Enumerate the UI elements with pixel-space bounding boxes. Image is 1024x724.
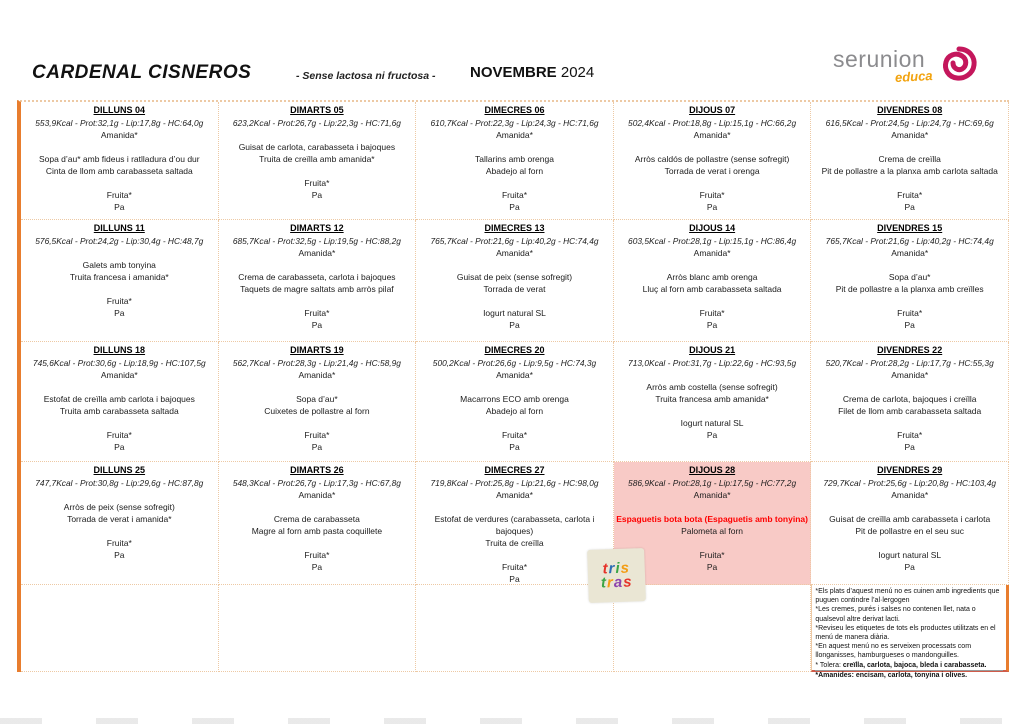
note-line: *En aquest menú no es serveixen processats com llonganisses, hamburgueses o mandonguilles. (815, 643, 972, 660)
allergen-notes (811, 585, 1009, 679)
menu-line (23, 283, 216, 295)
menu-day-cell (416, 342, 614, 462)
menu-line: Pa (706, 562, 718, 572)
menu-line: Amanida* (298, 248, 336, 258)
menu-line: Fruita* (106, 296, 132, 306)
menu-line: Arròs caldós de pollastre (sense sofregit) (634, 154, 790, 164)
menu-line (418, 177, 611, 189)
menu-day-cell (416, 220, 614, 342)
menu-line: Estofat de verdures (carabasseta, carlota i bajoques) (434, 514, 595, 536)
menu-line: Pa (509, 202, 520, 212)
menu-day-cell (614, 220, 812, 342)
menu-line: Iogurt natural SL (680, 418, 744, 428)
menu-line: Fruita* (699, 550, 725, 560)
day-header: DIJOUS 21 (689, 345, 736, 355)
menu-table (17, 100, 1009, 679)
menu-line: Pa (114, 442, 125, 452)
menu-line: Iogurt natural SL (878, 550, 942, 560)
menu-line: Crema de creïlla (878, 154, 941, 164)
menu-line (23, 525, 216, 537)
nutrition-line: 610,7Kcal - Prot:22,3g - Lip:24,3g - HC:71,6g (430, 118, 599, 128)
menu-line: Pa (311, 320, 323, 330)
menu-line: Sopa d’au* amb fideus i ratlladura d’ou dur (38, 154, 200, 164)
empty-cell (21, 585, 219, 672)
nutrition-line: 623,2Kcal - Prot:26,7g - Lip:22,3g - HC:71,6g (232, 118, 401, 128)
menu-line: Pa (706, 320, 718, 330)
menu-line (221, 165, 414, 177)
menu-line: Amanida* (693, 490, 731, 500)
day-header: DILLUNS 04 (93, 105, 146, 115)
menu-day-cell (811, 220, 1009, 342)
menu-line: Fruita* (699, 190, 725, 200)
menu-line (221, 501, 414, 513)
menu-line: Pit de pollastre a la planxa amb creïlles (835, 284, 984, 294)
menu-line: Amanida* (891, 130, 929, 140)
menu-line: Truita francesa amb amanida* (655, 394, 769, 404)
stamp-word: tris (602, 559, 631, 577)
stamp-word: tras (600, 572, 633, 592)
menu-line: Fruita* (304, 178, 330, 188)
menu-line: Iogurt natural SL (483, 308, 546, 318)
menu-line: Pa (509, 442, 520, 452)
nutrition-line: 616,5Kcal - Prot:24,5g - Lip:24,7g - HC:69,6g (825, 118, 994, 128)
menu-line (23, 381, 216, 393)
nutrition-line: 502,4Kcal - Prot:18,8g - Lip:15,1g - HC:66,2g (628, 118, 797, 128)
menu-line (418, 381, 611, 393)
menu-line (616, 501, 809, 513)
nutrition-line: 729,7Kcal - Prot:25,6g - Lip:20,8g - HC:103,4g (823, 478, 997, 488)
menu-line: Fruita* (897, 190, 923, 200)
nutrition-line: 586,9Kcal - Prot:28,1g - Lip:17,5g - HC:77,2g (628, 478, 797, 488)
nutrition-line: 500,2Kcal - Prot:26,6g - Lip:9,5g - HC:74,3g (432, 358, 597, 368)
nutrition-line: 520,7Kcal - Prot:28,2g - Lip:17,7g - HC:55,3g (825, 358, 994, 368)
menu-line: Pit de pollastre en el seu suc (855, 526, 965, 536)
menu-line: Tallarins amb orenga (475, 154, 554, 164)
menu-line (221, 129, 414, 141)
day-header: DIMECRES 27 (484, 465, 545, 475)
menu-line: Amanida* (298, 370, 336, 380)
day-header: DIJOUS 07 (689, 105, 736, 115)
menu-line (616, 369, 809, 381)
menu-line: Truita amb carabasseta saltada (59, 406, 179, 416)
menu-line: Sopa d’au* (888, 272, 931, 282)
menu-line: Truita de creïlla (485, 538, 544, 548)
day-header: DIVENDRES 22 (877, 345, 943, 355)
menu-line: Crema de carabasseta (273, 514, 360, 524)
nutrition-line: 747,7Kcal - Prot:30,8g - Lip:29,6g - HC:87,8g (35, 478, 204, 488)
menu-line: Sopa d’au* (296, 394, 338, 404)
menu-line: Crema de carabasseta, carlota i bajoques (238, 272, 396, 282)
menu-line: Amanida* (891, 248, 929, 258)
note-line: *Els plats d’aquest menú no es cuinen amb ingredients que puguen contindre l’al·lergogen (815, 588, 1000, 605)
day-header: DIMECRES 20 (484, 345, 545, 355)
menu-line (221, 537, 414, 549)
menu-line: Pa (509, 320, 520, 330)
menu-day-cell (21, 102, 219, 220)
note-line: * Tolera: creïlla, carlota, bajoca, bleda i carabasseta. (815, 661, 987, 669)
nutrition-line: 603,5Kcal - Prot:28,1g - Lip:15,1g - HC:86,4g (628, 236, 797, 246)
nutrition-line: 713,0Kcal - Prot:31,7g - Lip:22,6g - HC:93,5g (628, 358, 797, 368)
menu-day-cell (219, 342, 417, 462)
menu-line: Truita francesa i amanida* (69, 272, 169, 282)
menu-line: Fruita* (501, 190, 528, 200)
menu-line (221, 417, 414, 429)
menu-line: Amanida* (496, 248, 533, 258)
menu-line: Amanida* (496, 490, 533, 500)
menu-day-cell (21, 220, 219, 342)
nutrition-line: 576,5Kcal - Prot:24,2g - Lip:30,4g - HC:48,7g (35, 236, 204, 246)
menu-line (23, 141, 216, 153)
menu-line: Fruita* (501, 430, 528, 440)
menu-line (813, 177, 1006, 189)
menu-line: Truita de creïlla amb amanida* (259, 154, 375, 164)
note-line: *Les cremes, purés i salses no contenen llet, nata o qualsevol altre derivat lacti. (815, 606, 976, 623)
menu-line (813, 537, 1006, 549)
menu-line: Abadejo al forn (485, 166, 544, 176)
day-header: DIJOUS 28 (689, 465, 736, 475)
menu-line: Guisat de peix (sense sofregit) (456, 272, 573, 282)
menu-line (418, 141, 611, 153)
serunion-logo-text: serunion (833, 46, 926, 72)
nutrition-line: 765,7Kcal - Prot:21,6g - Lip:40,2g - HC:74,4g (825, 236, 994, 246)
menu-line (813, 295, 1006, 307)
menu-line: Fruita* (699, 308, 725, 318)
nutrition-line: 719,8Kcal - Prot:25,8g - Lip:21,6g - HC:98,0g (430, 478, 599, 488)
menu-line: Fruita* (304, 550, 330, 560)
nutrition-line: 548,3Kcal - Prot:26,7g - Lip:17,3g - HC:67,8g (232, 478, 401, 488)
menu-line: Amanida* (891, 490, 929, 500)
menu-line (616, 295, 809, 307)
educa-logo-text: educa (894, 68, 933, 85)
menu-day-cell (219, 102, 417, 220)
menu-line: Pa (706, 202, 718, 212)
menu-line (813, 501, 1006, 513)
menu-line: Pa (706, 430, 718, 440)
menu-line: Filet de llom amb carabasseta saltada (838, 406, 982, 416)
nutrition-line: 553,9Kcal - Prot:32,1g - Lip:17,8g - HC:64,0g (35, 118, 204, 128)
menu-line (418, 501, 611, 513)
menu-line: Taquets de magre saltats amb arròs pilaf (240, 284, 394, 294)
menu-line: Fruita* (106, 538, 132, 548)
menu-line (616, 177, 809, 189)
day-header: DIJOUS 14 (689, 223, 736, 233)
menu-line: Fruita* (304, 308, 330, 318)
note-line: *Reviseu les etiquetes de tots els productes utilitzats en el menú de manera diària. (815, 624, 996, 642)
day-header: DIMECRES 06 (484, 105, 545, 115)
nutrition-line: 765,7Kcal - Prot:21,6g - Lip:40,2g - HC:74,4g (430, 236, 599, 246)
menu-line: Galets amb tonyina (82, 260, 156, 270)
menu-line: Cinta de llom amb carabasseta saltada (45, 166, 193, 176)
menu-line: Estofat de creïlla amb carlota i bajoques (43, 394, 195, 404)
day-header: DIVENDRES 29 (877, 465, 943, 475)
menu-line (23, 247, 216, 259)
menu-line: Arròs blanc amb orenga (666, 272, 758, 282)
menu-line: Pa (311, 190, 323, 200)
menu-line: Torrada de verat (483, 284, 546, 294)
menu-day-cell (614, 102, 812, 220)
menu-line (221, 259, 414, 271)
menu-line: Pa (904, 562, 915, 572)
nutrition-line: 745,6Kcal - Prot:30,6g - Lip:18,9g - HC:107,5g (32, 358, 206, 368)
menu-line: Fruita* (304, 430, 330, 440)
menu-line (221, 381, 414, 393)
menu-line: Arròs amb costella (sense sofregit) (646, 382, 778, 392)
menu-day-cell (21, 342, 219, 462)
menu-line: Amanida* (693, 248, 731, 258)
note-line: *Amanides: encisam, carlota, tonyina i olives. (815, 670, 1003, 680)
menu-line: Amanida* (100, 370, 138, 380)
menu-line (813, 141, 1006, 153)
menu-line: Pa (114, 308, 125, 318)
menu-line: Amanida* (496, 130, 533, 140)
menu-line: Fruita* (106, 190, 132, 200)
month-year-heading (470, 64, 594, 81)
day-header: DIVENDRES 15 (877, 223, 943, 233)
day-header: DIMARTS 12 (290, 223, 344, 233)
menu-line: Pit de pollastre a la planxa amb carlota saltada (821, 166, 998, 176)
day-header: DILLUNS 25 (93, 465, 146, 475)
menu-line (23, 489, 216, 501)
serunion-swirl-icon (937, 42, 981, 86)
menu-line (23, 177, 216, 189)
day-header: DIVENDRES 08 (877, 105, 943, 115)
menu-line: Fruita* (106, 430, 132, 440)
day-header: DIMARTS 26 (290, 465, 344, 475)
diet-subtitle: - Sense lactosa ni fructosa - (296, 70, 436, 82)
menu-line (418, 549, 611, 561)
menu-line: Pa (904, 202, 915, 212)
menu-day-cell (21, 462, 219, 585)
menu-line: Pa (904, 320, 915, 330)
day-header: DIMARTS 05 (290, 105, 344, 115)
serunion-logo (833, 42, 993, 90)
menu-line (616, 405, 809, 417)
menu-line (616, 259, 809, 271)
menu-line: Pa (311, 442, 323, 452)
menu-line (418, 259, 611, 271)
menu-line: Pa (114, 202, 125, 212)
menu-line: Torrada de verat i amanida* (67, 514, 172, 524)
day-header: DILLUNS 11 (93, 223, 145, 233)
empty-cell (219, 585, 417, 672)
menu-line: Macarrons ECO amb orenga (460, 394, 569, 404)
menu-line: Abadejo al forn (485, 406, 544, 416)
menu-line: Cuixetes de pollastre al forn (264, 406, 370, 416)
nutrition-line: 685,7Kcal - Prot:32,5g - Lip:19,5g - HC:88,2g (232, 236, 401, 246)
menu-line: Fruita* (897, 308, 923, 318)
menu-line: Amanida* (298, 490, 336, 500)
menu-line: Arròs de peix (sense sofregit) (63, 502, 175, 512)
menu-line: Torrada de verat i orenga (664, 166, 760, 176)
menu-day-cell (811, 462, 1009, 585)
menu-line: Pa (509, 574, 520, 584)
menu-line: Fruita* (897, 430, 923, 440)
menu-day-cell (614, 342, 812, 462)
menu-line: Magre al forn amb pasta coquillete (251, 526, 383, 536)
menu-day-cell (219, 462, 417, 585)
month-label: NOVEMBRE (470, 64, 557, 81)
menu-line: Pa (311, 562, 323, 572)
nutrition-line: 562,7Kcal - Prot:28,3g - Lip:21,4g - HC:58,9g (232, 358, 401, 368)
school-name-title: CARDENAL CISNEROS (32, 62, 252, 83)
page-edge-artifact (0, 718, 1024, 724)
menu-line: Crema de carlota, bajoques i creïlla (842, 394, 977, 404)
menu-line: Guisat de carlota, carabasseta i bajoques (238, 142, 396, 152)
menu-line: Amanida* (100, 130, 138, 140)
menu-line (418, 417, 611, 429)
tris-tras-stamp-icon (587, 548, 646, 603)
menu-line (813, 259, 1006, 271)
menu-line: Pa (904, 442, 915, 452)
menu-day-cell (416, 102, 614, 220)
menu-line: Amanida* (693, 130, 731, 140)
menu-line (616, 537, 809, 549)
menu-line: Guisat de creïlla amb carabasseta i carlota (829, 514, 991, 524)
day-header: DIMARTS 19 (290, 345, 344, 355)
menu-line: Pa (114, 550, 125, 560)
menu-day-cell (219, 220, 417, 342)
day-header: DILLUNS 18 (93, 345, 146, 355)
menu-line: Amanida* (891, 370, 929, 380)
menu-line: Palometa al forn (681, 526, 744, 536)
menu-day-cell (811, 102, 1009, 220)
menu-line (418, 295, 611, 307)
menu-line (23, 417, 216, 429)
menu-day-cell (811, 342, 1009, 462)
day-header: DIMECRES 13 (484, 223, 545, 233)
menu-line: Espaguetis bota bota (Espaguetis amb tonyina) (616, 514, 808, 524)
empty-cell (416, 585, 614, 672)
menu-line (813, 381, 1006, 393)
menu-day-cell (416, 462, 614, 585)
menu-line: Lluç al forn amb carabasseta saltada (642, 284, 782, 294)
menu-line: Fruita* (501, 562, 528, 572)
menu-line (221, 295, 414, 307)
menu-line (813, 417, 1006, 429)
menu-line: Amanida* (496, 370, 533, 380)
year-label: 2024 (560, 64, 595, 81)
menu-line (616, 141, 809, 153)
